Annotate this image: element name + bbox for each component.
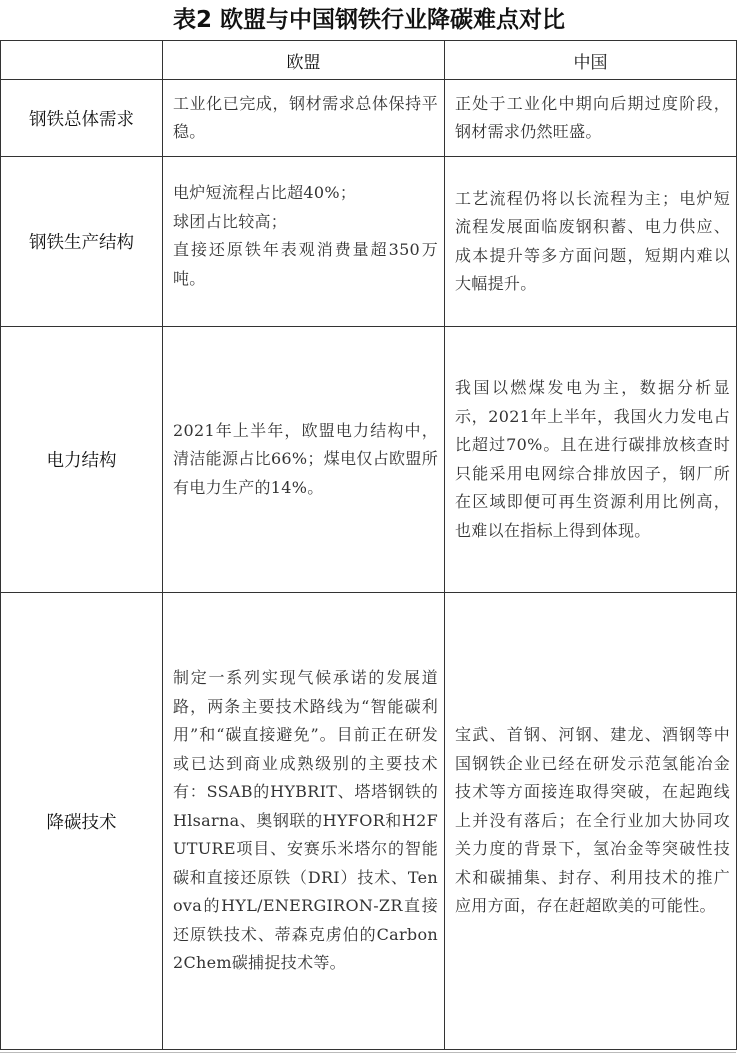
row-label-demand: 钢铁总体需求 <box>1 80 163 157</box>
cell-text: 正处于工业化中期向后期过度阶段，钢材需求仍然旺盛。 <box>455 93 730 141</box>
cell-text: 2021年上半年，欧盟电力结构中，清洁能源占比66%；煤电仅占欧盟所有电力生产的14%。 <box>173 420 438 497</box>
row-label-production: 钢铁生产结构 <box>1 157 163 327</box>
comparison-table <box>0 40 737 1050</box>
cell-text-line: 球团占比较高； <box>173 211 288 231</box>
cell-text-line: 直接还原铁年表观消费量超350万吨。 <box>173 240 438 288</box>
cell-text: 工业化已完成，钢材需求总体保持平稳。 <box>173 93 438 141</box>
cell-eu-tech <box>163 593 445 1050</box>
cell-cn-demand <box>445 80 737 157</box>
cell-text-line: 电炉短流程占比超40%； <box>173 183 357 202</box>
table-row <box>1 157 737 327</box>
header-corner-cell <box>1 41 163 80</box>
cell-eu-power <box>163 327 445 593</box>
table-title: 表2 欧盟与中国钢铁行业降碳难点对比 <box>172 7 565 33</box>
cell-cn-tech <box>445 593 737 1050</box>
row-label-power: 电力结构 <box>1 327 163 593</box>
row-label-tech: 降碳技术 <box>1 593 163 1050</box>
cell-cn-power <box>445 327 737 593</box>
cell-text: 工艺流程仍将以长流程为主；电炉短流程发展面临废钢积蓄、电力供应、成本提升等多方面问题，短期内难以大幅提升。 <box>455 188 730 293</box>
cell-eu-production <box>163 157 445 327</box>
header-eu: 欧盟 <box>163 41 445 80</box>
table-row <box>1 593 737 1050</box>
cell-text: 宝武、首钢、河钢、建龙、酒钢等中国钢铁企业已经在研发示范氢能冶金技术等方面接连取得突破，在起跑线上并没有落后；在全行业加大协同攻关力度的背景下，氢冶金等突破性技术和碳捕集、封存、利用技术的推广应用方面，存在赶超欧美的可能性。 <box>455 725 730 916</box>
cell-text: 我国以燃煤发电为主，数据分析显示，2021年上半年，我国火力发电占比超过70%。且在进行碳排放核查时只能采用电网综合排放因子，钢厂所在区域即便可再生资源利用比例高，也难以在指标上得到体现。 <box>455 378 730 540</box>
cell-eu-demand <box>163 80 445 157</box>
cell-cn-production <box>445 157 737 327</box>
table-row <box>1 80 737 157</box>
header-row <box>1 41 737 80</box>
cell-text: 制定一系列实现气候承诺的发展道路，两条主要技术路线为“智能碳利用”和“碳直接避免”。目前正在研发或已达到商业成熟级别的主要技术有：SSAB的HYBRIT、塔塔钢铁的Hlsarna、奥钢联的HYFOR和H2FUTURE项目、安赛乐米塔尔的智能碳和直接还原铁（DRI）技术、Tenova的HYL/ENERGIRON-ZR直接还原铁技术、蒂森克虏伯的Carbon2Chem碳捕捉技术等。 <box>173 668 438 973</box>
bottom-divider <box>0 1052 736 1053</box>
header-china: 中国 <box>445 41 737 80</box>
table-row <box>1 327 737 593</box>
